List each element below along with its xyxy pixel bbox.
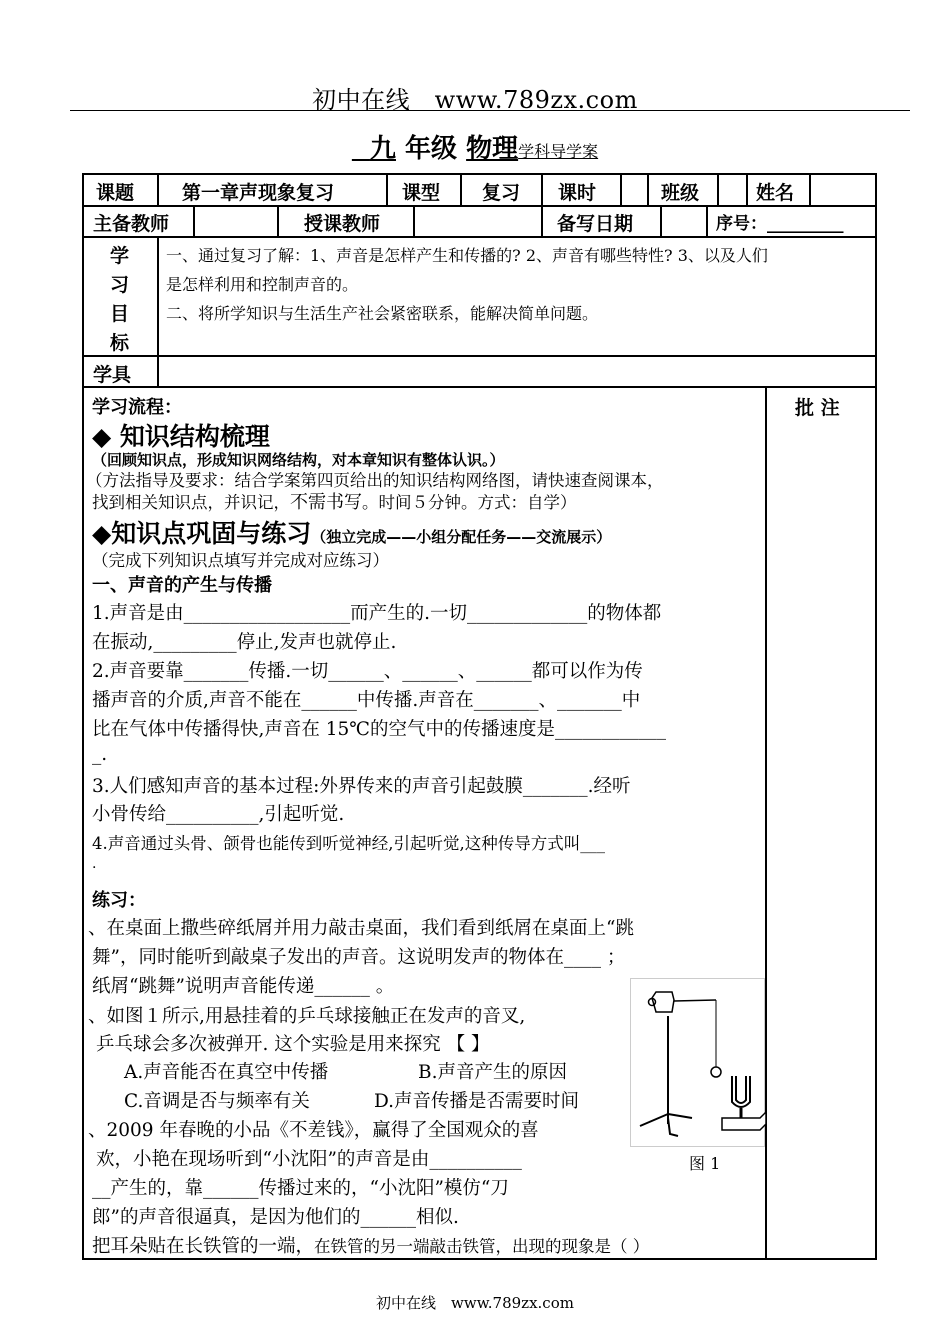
title-subject: 物理: [466, 134, 519, 164]
p4-text-a: 把耳朵贴在长铁管的一端，: [92, 1236, 315, 1257]
col-line: [660, 205, 662, 236]
section2-title: ◆知识点巩固与练习: [92, 519, 312, 548]
name-label: 姓名: [756, 182, 795, 204]
section1-method-2: [92, 488, 577, 514]
p2-option-c: C.音调是否与频率有关: [124, 1091, 310, 1112]
title-grade-prefix: [352, 134, 370, 164]
p2-line-2: 乒乓球会多次被弹开. 这个实验是用来探究 【 】: [96, 1034, 490, 1055]
p2-option-a: A.声音能否在真空中传播: [124, 1062, 329, 1083]
col-line: [460, 173, 462, 205]
section1-subtitle: （回顾知识点，形成知识网络结构，对本章知识有整体认识。）: [92, 451, 505, 469]
section1-method-1: （方法指导及要求：结合学案第四页给出的知识结构网络图，请快速查阅课本，: [86, 471, 664, 490]
class-label: 班级: [661, 182, 700, 204]
header-site: 初中在线 www.789zx.com: [312, 86, 638, 114]
p1-line-1: 、在桌面上撒些碎纸屑并用力敲击桌面，我们看到纸屑在桌面上“跳: [88, 918, 634, 939]
col-line: [541, 205, 543, 236]
row-line: [82, 205, 877, 207]
col-line: [386, 173, 388, 205]
header-divider: [70, 110, 910, 111]
stand-base: [640, 1114, 692, 1136]
p2-line-1: 、如图１所示,用悬挂着的乒乓球接触正在发声的音叉,: [88, 1006, 526, 1027]
goals-line-3: 二、将所学知识与生活生产社会紧密联系，能解决简单问题。: [166, 304, 599, 323]
goals-label-2: 习: [110, 274, 130, 296]
figure-caption: 图 1: [689, 1154, 721, 1173]
lecturer-label: 授课教师: [304, 213, 381, 235]
flow-label: 学习流程：: [92, 397, 182, 418]
col-line: [157, 236, 159, 386]
p4-line-1: [92, 1232, 649, 1258]
col-line: [541, 173, 543, 205]
hours-label: 课时: [558, 182, 597, 204]
practice-label: 练习：: [92, 890, 146, 911]
method-emphasis: 不需书写: [290, 492, 362, 513]
q2-line-4: _.: [92, 744, 108, 765]
row-line: [82, 355, 877, 357]
row-line: [82, 236, 877, 238]
section2-subtitle: （完成下列知识点填写并完成对应练习）: [92, 551, 389, 570]
p2-option-d: D.声音传播是否需要时间: [374, 1091, 580, 1112]
p4-text-b: 在铁管的另一端敲击铁管，出现的现象是（ ）: [314, 1237, 650, 1256]
q1-line-2: 在振动,_________停止,发声也就停止.: [92, 632, 397, 653]
col-line: [620, 173, 622, 205]
q2-line-1: 2.声音要靠_______传播.一切______、______、______都可以作为传: [92, 661, 643, 682]
tuning-fork: [732, 1076, 750, 1107]
p1-line-3: 纸屑“跳舞”说明声音能传递______ 。: [92, 976, 395, 997]
p3-line-3: __产生的，靠______传播过来的，“小沈阳”模仿“刀: [92, 1178, 509, 1199]
title-grade: 九: [369, 134, 396, 164]
q2-line-3: 比在气体中传播得快,声音在 15℃的空气中的传播速度是____________: [92, 719, 666, 740]
p3-line-1: 、2009 年春晚的小品《不差钱》，赢得了全国观众的喜: [88, 1120, 539, 1141]
part1-title: 一、声音的产生与传播: [92, 575, 272, 596]
notes-label: 批 注: [795, 397, 840, 419]
goals-line-2: 是怎样利用和控制声音的。: [166, 275, 359, 294]
teacher-label: 主备教师: [93, 213, 170, 235]
section2-note: （独立完成——小组分配任务——交流展示）: [311, 528, 612, 546]
p3-line-4: 郎”的声音很逼真，是因为他们的______相似.: [92, 1207, 459, 1228]
q4-line-2: .: [92, 856, 97, 872]
type-value: 复习: [482, 182, 521, 204]
col-line: [647, 173, 649, 205]
tuning-fork-figure: [630, 978, 770, 1150]
topic-label: 课题: [96, 182, 135, 204]
method-text-c: 。时间５分钟。方式：自学）: [362, 493, 577, 512]
col-line: [706, 205, 708, 236]
topic-value: 第一章声现象复习: [182, 182, 335, 204]
q4-line-1: 4.声音通过头骨、颌骨也能传到听觉神经,引起听觉,这种传导方式叫___: [92, 834, 605, 853]
title-tail: 学科导学案: [518, 142, 599, 161]
method-text-a: 找到相关知识点，并识记，: [92, 493, 290, 512]
date-label: 备写日期: [557, 213, 634, 235]
goals-label-1: 学: [110, 245, 130, 267]
col-line: [746, 173, 748, 205]
ping-pong-ball: [711, 1067, 721, 1077]
p2-option-b: B.声音产生的原因: [418, 1062, 567, 1083]
col-line: [277, 205, 279, 236]
goals-line-1: 一、通过复习了解：1、声音是怎样产生和传播的? 2、声音有哪些特性? 3、以及人们: [166, 246, 768, 265]
title-grade-suffix: 年级: [395, 134, 467, 164]
q1-line-1: 1.声音是由__________________而产生的.一切_____________的物体都: [92, 603, 662, 624]
col-line: [193, 205, 195, 236]
row-line: [82, 386, 877, 388]
page-title: [0, 128, 950, 165]
q2-line-2: 播声音的介质,声音不能在______中传播.声音在_______、_______中: [92, 690, 641, 711]
section2-title-row: [92, 514, 611, 550]
goals-label-3: 目: [110, 303, 130, 325]
col-line: [157, 173, 159, 205]
col-line: [413, 205, 415, 236]
type-label: 课型: [402, 182, 441, 204]
tools-label: 学具: [93, 364, 132, 386]
col-line: [717, 173, 719, 205]
seq-label: 序号：_________: [716, 214, 844, 234]
fork-box: [722, 1112, 766, 1130]
footer-site: 初中在线 www.789zx.com: [376, 1294, 574, 1312]
p3-line-2: 欢，小艳在现场听到“小沈阳”的声音是由__________: [96, 1149, 522, 1170]
q3-line-2: 小骨传给__________,引起听觉.: [92, 804, 345, 825]
section1-title: ◆ 知识结构梳理: [92, 422, 270, 451]
goals-label-4: 标: [110, 332, 130, 354]
col-line: [809, 173, 811, 205]
arm-rod: [674, 1000, 716, 1001]
q3-line-1: 3.人们感知声音的基本过程:外界传来的声音引起鼓膜_______.经听: [92, 776, 631, 797]
p1-line-2: 舞”，同时能听到敲桌子发出的声音。这说明发声的物体在____ ；: [92, 947, 626, 968]
